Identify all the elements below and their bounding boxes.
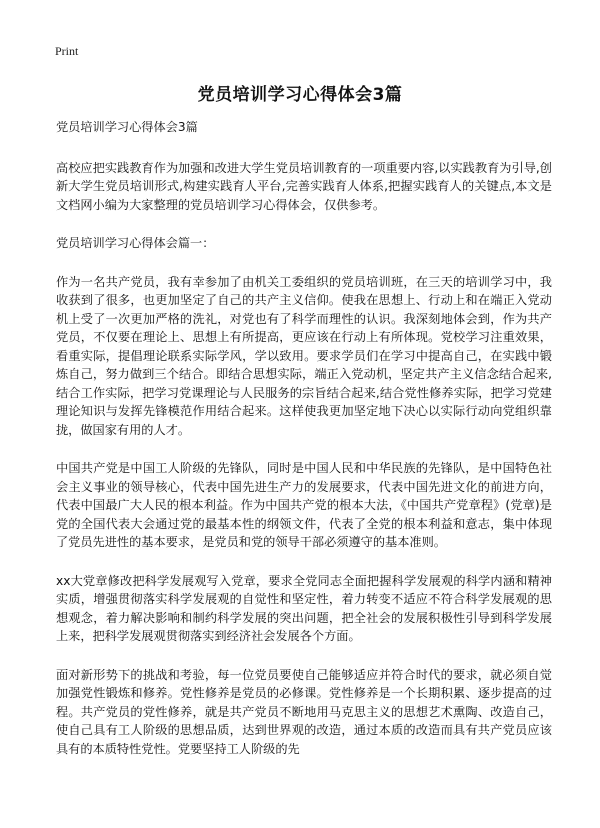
intro-paragraph: 高校应把实践教育作为加强和改进大学生党员培训教育的一项重要内容,以实践教育为引导,创新大学生党员培训形式,构建实践育人平台,完善实践育人体系,把握实践育人的关键点,本文是文档网小编为大家整理的党员培训学习心得体会，仅供参考。 [56, 160, 552, 212]
body-paragraph-3: xx大党章修改把科学发展观写入党章，要求全党同志全面把握科学发展观的科学内涵和精神实质，增强贯彻落实科学发展观的自觉性和坚定性，着力转变不适应不符合科学发展观的思想观念，着力解决影响和制约科学发展的突出问题，把全社会的发展积极性引导到科学发展上来，把科学发展观贯彻落实到经济社会发展各个方面。 [56, 573, 552, 643]
body-paragraph-1: 作为一名共产党员，我有幸参加了由机关工委组织的党员培训班，在三天的培训学习中，我收获到了很多，也更加坚定了自己的共产主义信仰。使我在思想上、行动上和在端正入党动机上受了一次更加严格的洗礼，对党也有了科学而理性的认识。我深刻地体会到，作为共产党员，不仅要在理论上、思想上有所提高，更应该在行动上有所体现。党校学习注重效果，看重实际，提倡理论联系实际学风，学以致用。要求学员们在学习中提高自己，在实践中锻炼自己，努力做到三个结合。即结合思想实际，端正入党动机，坚定共产主义信念结合起来,结合工作实际，把学习党课理论与人民服务的宗旨结合起来,结合党性修养实际，把学习党建理论知识与发挥先锋模范作用结合起来。这样使我更加坚定地下决心以实际行动向党组织靠拢，做国家有用的人才。 [56, 274, 552, 437]
document-subtitle: 党员培训学习心得体会3篇 [56, 120, 198, 134]
document-title: 党员培训学习心得体会3篇 [197, 85, 403, 105]
document-body [56, 118, 552, 778]
print-link[interactable]: Print [55, 44, 79, 58]
section-heading: 党员培训学习心得体会篇一： [56, 236, 215, 250]
body-paragraph-4: 面对新形势下的挑战和考验，每一位党员要使自己能够适应并符合时代的要求，就必须自觉加强党性锻炼和修养。党性修养是党员的必修课。党性修养是一个长期积累、逐步提高的过程。共产党员的党性修养，就是共产党员不断地用马克思主义的思想艺术熏陶、改造自己，使自己具有工人阶级的思想品质，达到世界观的改造，通过本质的改造而具有共产党员应该具有的本质特性党性。党要坚持工人阶级的先 [56, 667, 552, 756]
body-paragraph-2: 中国共产党是中国工人阶级的先锋队，同时是中国人民和中华民族的先锋队，是中国特色社会主义事业的领导核心，代表中国先进生产力的发展要求，代表中国先进文化的前进方向，代表中国最广大人民的根本利益。作为中国共产党的根本大法，《中国共产党章程》(党章)是党的全国代表大会通过党的最基本性的纲领文件，代表了全党的根本利益和意志，集中体现了党员先进性的基本要求，是党员和党的领导干部必须遵守的基本准则。 [56, 461, 552, 549]
